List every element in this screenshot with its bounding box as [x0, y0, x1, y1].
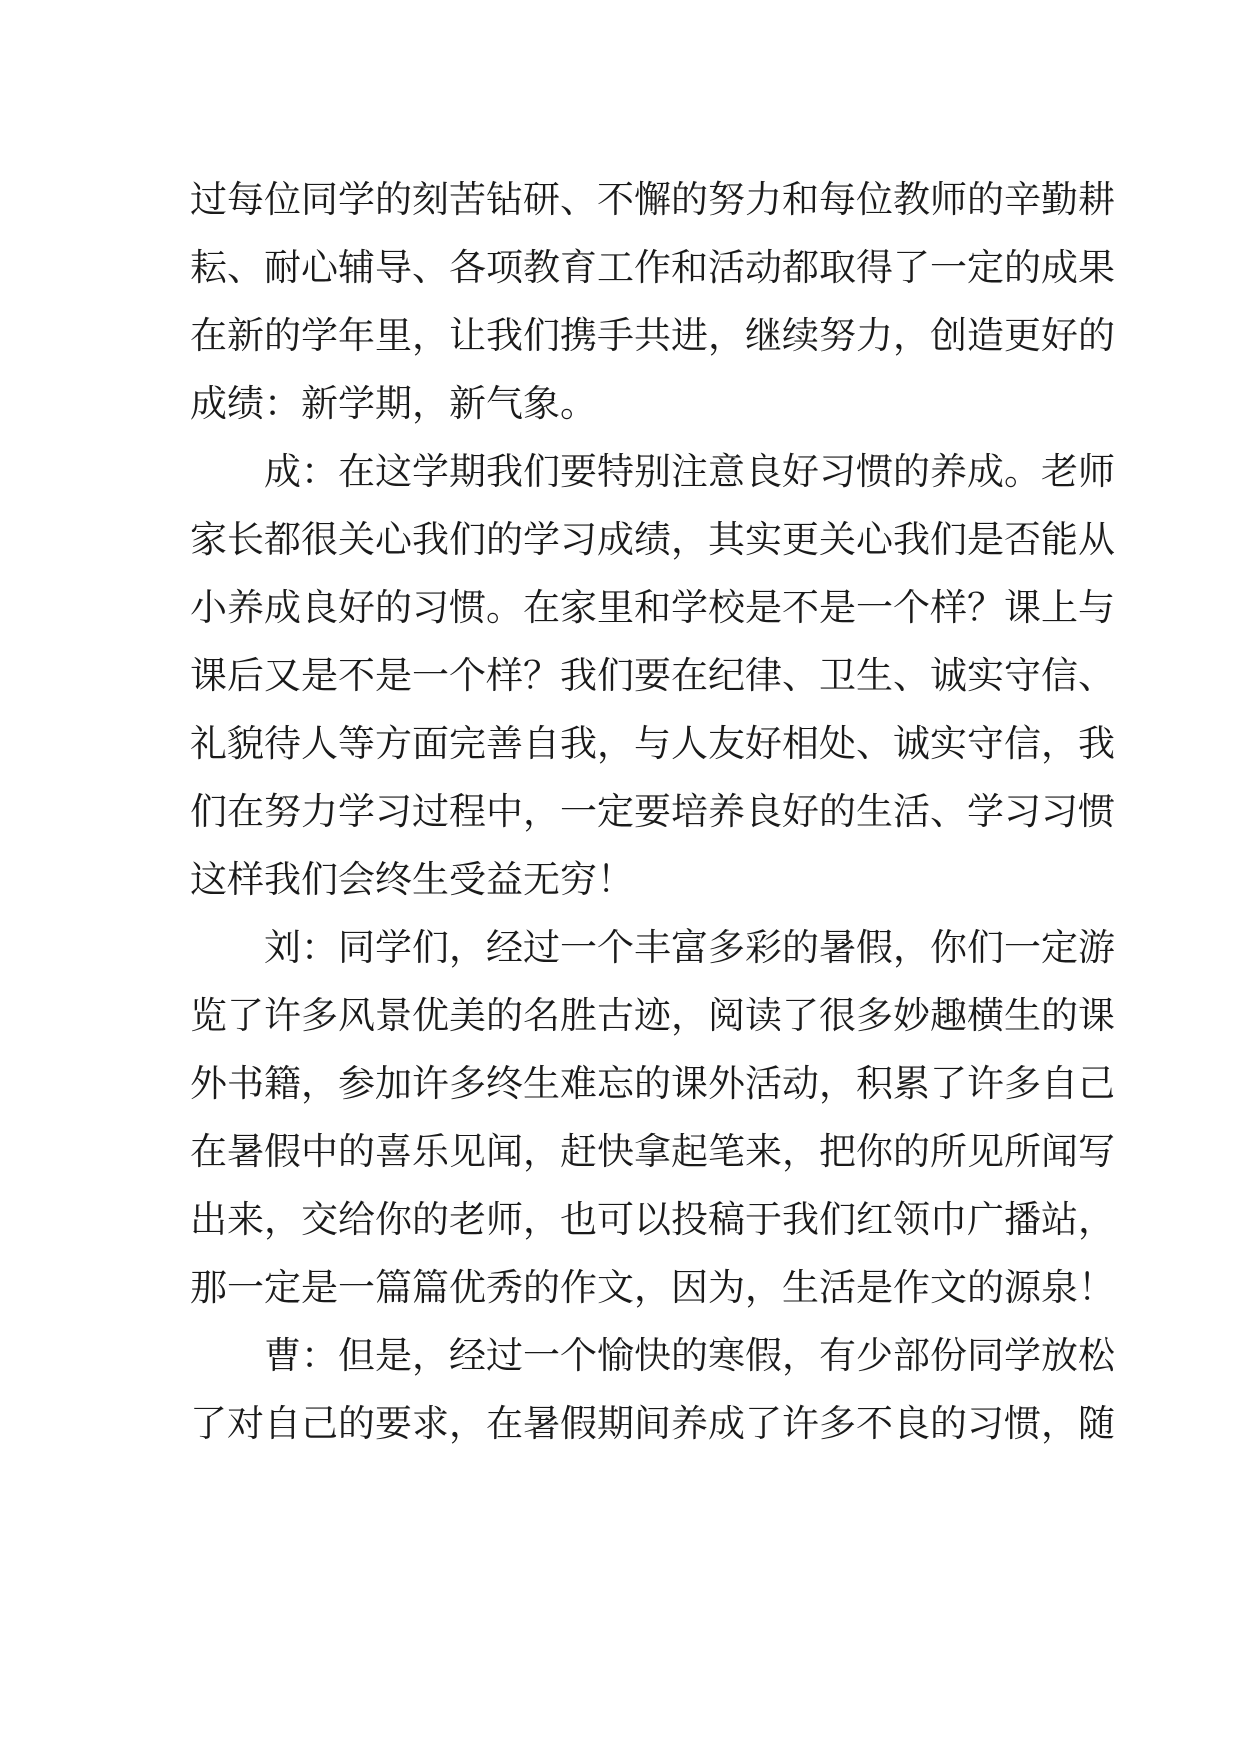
text-line: 那一定是一篇篇优秀的作文，因为，生活是作文的源泉！	[190, 1266, 1115, 1309]
text-line: 小养成良好的习惯。在家里和学校是不是一个样？课上与	[190, 586, 1115, 629]
text-line: 们在努力学习过程中，一定要培养良好的生活、学习习惯	[190, 790, 1115, 833]
text-line: 礼貌待人等方面完善自我，与人友好相处、诚实守信，我	[190, 722, 1115, 765]
text-line: 成绩：新学期，新气象。	[190, 382, 597, 425]
text-line: 外书籍，参加许多终生难忘的课外活动，积累了许多自己	[190, 1062, 1115, 1105]
text-line: 家长都很关心我们的学习成绩，其实更关心我们是否能从	[190, 518, 1115, 561]
text-line: 出来，交给你的老师，也可以投稿于我们红领巾广播站，	[190, 1198, 1115, 1241]
paragraph-start-line: 曹：但是，经过一个愉快的寒假，有少部份同学放松	[264, 1334, 1115, 1377]
text-line: 课后又是不是一个样？我们要在纪律、卫生、诚实守信、	[190, 654, 1115, 697]
paragraph-start-line: 成：在这学期我们要特别注意良好习惯的养成。老师	[264, 450, 1115, 493]
text-line: 了对自己的要求，在暑假期间养成了许多不良的习惯，随	[190, 1402, 1115, 1445]
text-line: 览了许多风景优美的名胜古迹，阅读了很多妙趣横生的课	[190, 994, 1115, 1037]
text-line: 在新的学年里，让我们携手共进，继续努力，创造更好的	[190, 314, 1115, 357]
paragraph-start-line: 刘：同学们，经过一个丰富多彩的暑假，你们一定游	[264, 926, 1115, 969]
text-line: 过每位同学的刻苦钻研、不懈的努力和每位教师的辛勤耕	[190, 178, 1115, 221]
text-line: 耘、耐心辅导、各项教育工作和活动都取得了一定的成果	[190, 246, 1115, 289]
text-line: 这样我们会终生受益无穷！	[190, 858, 634, 901]
body-text	[190, 166, 1115, 1458]
text-line: 在暑假中的喜乐见闻，赶快拿起笔来，把你的所见所闻写	[190, 1130, 1115, 1173]
